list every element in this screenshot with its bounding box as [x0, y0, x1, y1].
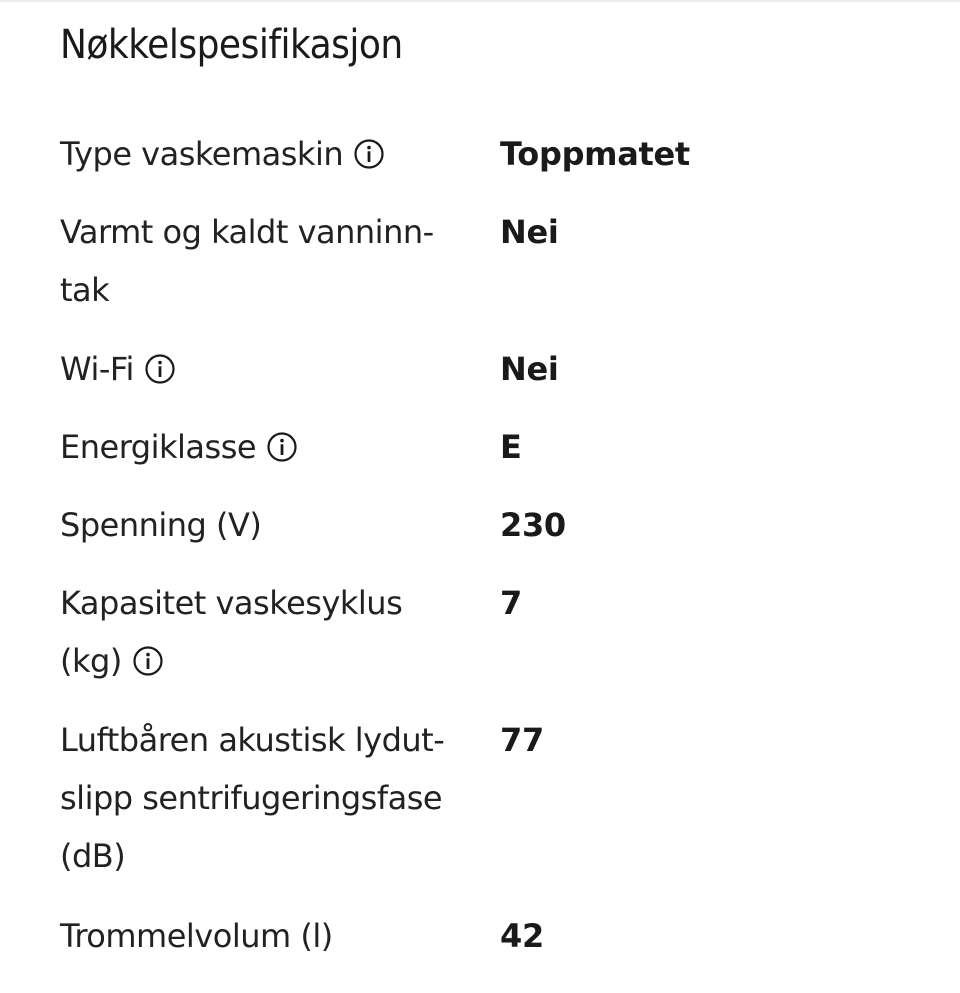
- spec-label-text: (kg): [60, 642, 122, 680]
- spec-label-text: tak: [60, 271, 110, 309]
- spec-label: [60, 907, 460, 965]
- spec-label: [60, 496, 460, 554]
- spec-label-text: Type vaskemaskin: [60, 135, 344, 173]
- spec-label-text: Trommelvolum (l): [60, 917, 333, 955]
- spec-label-text: Energiklasse: [60, 428, 257, 466]
- section-title: Nøkkelspesifikasjon: [60, 22, 403, 68]
- spec-label: [60, 340, 460, 398]
- spec-label-text: Spenning (V): [60, 506, 262, 544]
- spec-value: 77: [500, 721, 544, 759]
- spec-label-text: Kapasitet vaskesyklus: [60, 584, 403, 622]
- info-icon[interactable]: [132, 645, 164, 677]
- spec-value: Nei: [500, 350, 559, 388]
- spec-value: 230: [500, 506, 566, 544]
- spec-label-text: Wi-Fi: [60, 350, 134, 388]
- spec-label-text: Varmt og kaldt vanninn-: [60, 213, 434, 251]
- spec-label: [60, 418, 460, 476]
- spec-label-text: Luftbåren akustisk lydut-: [60, 721, 445, 759]
- top-divider: [0, 0, 960, 2]
- spec-label-text: (dB): [60, 837, 126, 875]
- spec-value: Nei: [500, 213, 559, 251]
- info-icon[interactable]: [353, 138, 385, 170]
- info-icon[interactable]: [266, 431, 298, 463]
- spec-label: [60, 203, 460, 319]
- spec-value: E: [500, 428, 522, 466]
- info-icon[interactable]: [144, 353, 176, 385]
- spec-value: Toppmatet: [500, 135, 690, 173]
- spec-label: [60, 574, 460, 690]
- spec-label-text: slipp sentrifugeringsfase: [60, 779, 443, 817]
- spec-value: 42: [500, 917, 544, 955]
- spec-value: 7: [500, 584, 522, 622]
- spec-label: [60, 711, 460, 885]
- spec-label: [60, 125, 460, 183]
